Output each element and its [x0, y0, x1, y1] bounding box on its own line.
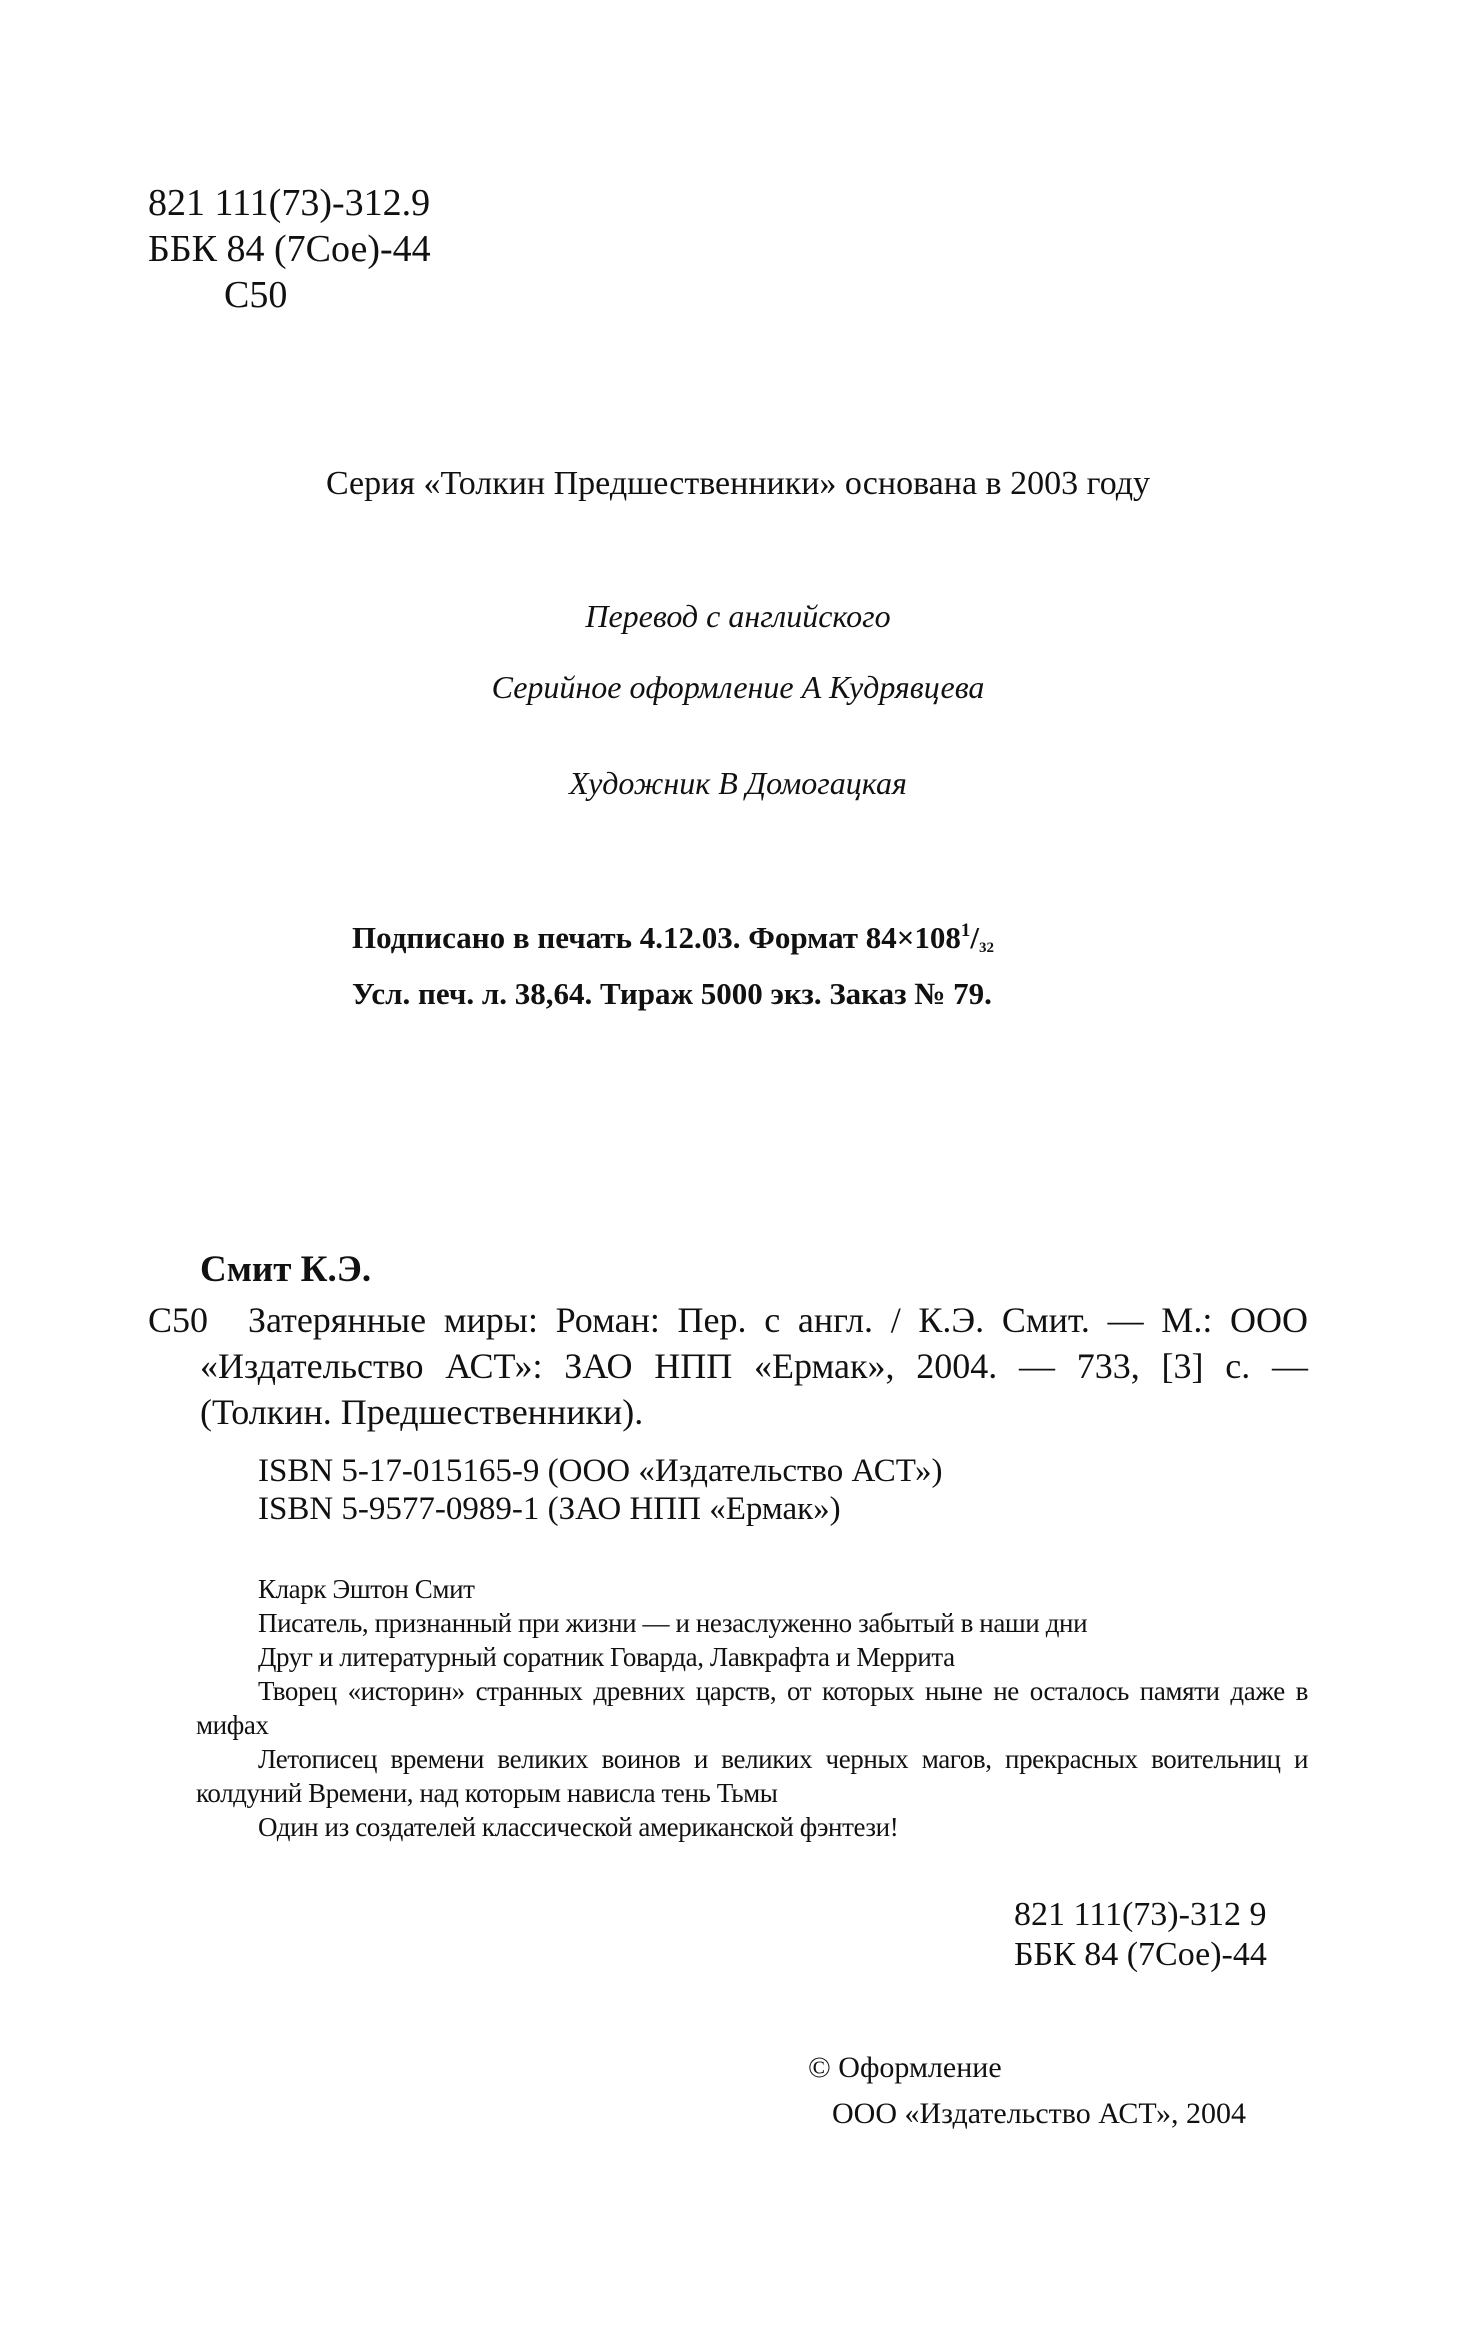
annotation-paragraph: Кларк Эштон Смит: [258, 1574, 475, 1604]
annotation: [196, 1572, 1308, 1844]
copyright-holder: ООО «Издательство АСТ», 2004: [832, 2097, 1246, 2130]
bbk-code: ББК 84 (7Сое)-44: [148, 228, 431, 270]
classification-bottom: [1014, 1895, 1267, 1975]
author-heading: Смит К.Э.: [200, 1249, 372, 1290]
series-line: Серия «Толкин Предшественники» основана в 2003 году: [325, 465, 1151, 502]
annotation-paragraph: Писатель, признанный при жизни — и незаслуженно забытый в наши дни: [258, 1608, 1088, 1638]
annotation-paragraph: Один из создателей классической американской фэнтези!: [258, 1812, 899, 1842]
artist-credit: Художник В Домогацкая: [569, 765, 907, 801]
isbn-line: ISBN 5-9577-0989-1 (ЗАО НПП «Ермак»): [258, 1491, 841, 1527]
imprint-line-2: Усл. печ. л. 38,64. Тираж 5000 экз. Заказ № 79.: [352, 976, 992, 1011]
catalog-code: С50: [148, 1300, 209, 1340]
isbn-line: ISBN 5-17-015165-9 (ООО «Издательство АСТ»): [258, 1453, 943, 1489]
imprint-line-1: Подписано в печать 4.12.03. Формат $84\times 108^1/_{32}$: [352, 920, 995, 956]
design-credit: Серийное оформление А Кудрявцева: [491, 669, 985, 705]
catalog-text: Затерянные миры: Роман: Пер. с англ. / К.Э. Смит. — М.: ООО «Издательство АСТ»: ЗАО НПП «Ермак», 2004. — 733, [3] с. — (Толкин. Предшественники).: [200, 1300, 1308, 1432]
copyright-line: © Оформление: [808, 2051, 1002, 2084]
udc-code: 821 111(73)-312.9: [148, 182, 431, 224]
author-mark: С50: [224, 274, 288, 316]
imprint-block: [352, 908, 994, 1016]
bbk-code: ББК 84 (7Сое)-44: [1014, 1936, 1267, 1973]
annotation-paragraph: Друг и литературный соратник Говарда, Лавкрафта и Меррита: [258, 1642, 955, 1672]
annotation-paragraph: Творец «историн» странных древних царств, от которых ныне не осталось памяти даже в мифах: [196, 1676, 1308, 1740]
translation-line: Перевод с английского: [585, 598, 891, 634]
classification-top: [148, 180, 431, 318]
format-denominator: 32: [979, 940, 995, 956]
imprint-line-1-text: Подписано в печать 4.12.03. Формат 84×108: [352, 920, 961, 955]
copyright-block: [808, 2045, 1246, 2137]
catalog-entry: [148, 1297, 1308, 1435]
annotation-paragraph: Летописец времени великих воинов и великих черных магов, прекрасных воительниц и колдуний Времени, над которым нависла тень Тьмы: [196, 1744, 1308, 1808]
format-numerator: 1: [960, 920, 971, 941]
catalog-text-wrap: [148, 1297, 1308, 1435]
udc-code: 821 111(73)-312 9: [1014, 1896, 1267, 1933]
isbn-block: [258, 1452, 943, 1528]
